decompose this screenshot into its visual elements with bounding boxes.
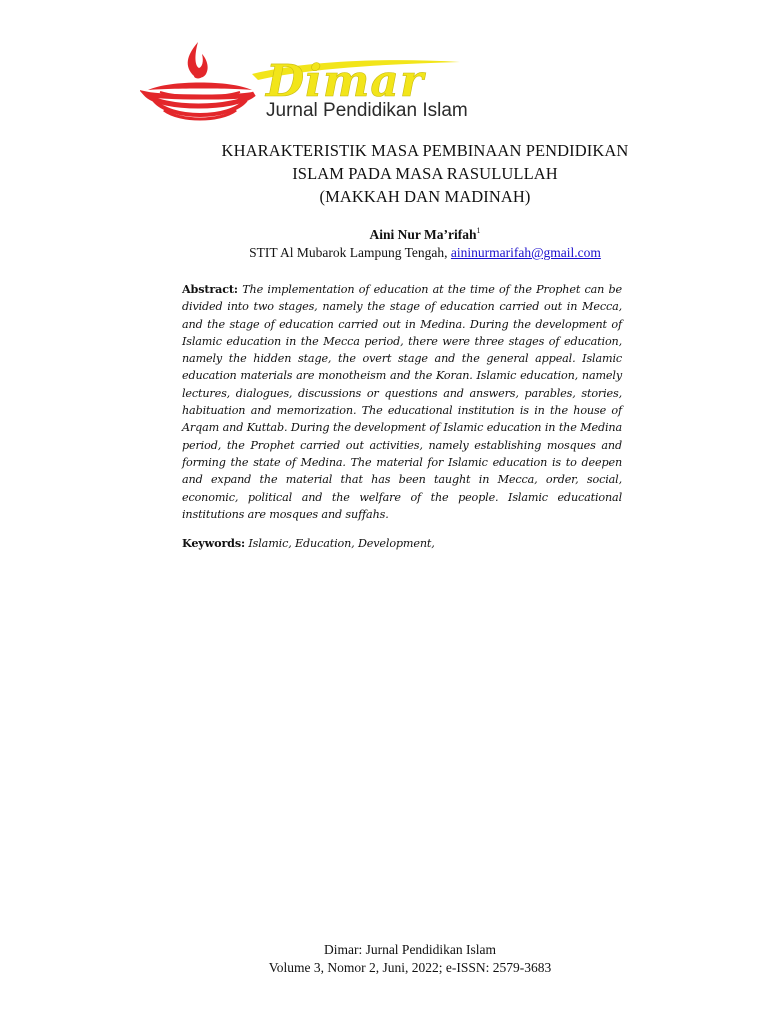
keywords-label: Keywords:: [182, 536, 245, 550]
logo-brand-text: Dimar: [266, 56, 425, 107]
affiliation-institution: STIT Al Mubarok Lampung Tengah,: [249, 245, 448, 260]
page-footer: [150, 941, 670, 977]
author-name: Aini Nur Ma’rifah: [369, 227, 477, 242]
abstract-label: Abstract:: [182, 282, 238, 296]
author-email-link[interactable]: aininurmarifah@gmail.com: [450, 245, 601, 260]
author-superscript: 1: [476, 226, 481, 235]
article-title: [180, 139, 670, 208]
title-line-1: KHARAKTERISTIK MASA PEMBINAAN PENDIDIKAN: [221, 141, 629, 160]
journal-logo: [140, 40, 470, 122]
keywords-line: [182, 535, 622, 552]
logo-subtitle-text: Jurnal Pendidikan Islam: [266, 100, 468, 121]
footer-journal-name: Dimar: Jurnal Pendidikan Islam: [323, 942, 497, 957]
abstract-paragraph: [182, 281, 622, 523]
title-line-2: ISLAM PADA MASA RASULULLAH: [292, 164, 558, 183]
keywords-values: Islamic, Education, Development,: [248, 537, 435, 550]
abstract-text: The implementation of education at the time of the Prophet can be divided into two stages, namely the stage of education carried out in Mecca, and the stage of education carried out in Medina. During the development of Islamic education in the Mecca period, there were three stages of education, namely the hidden stage, the overt stage and the general appeal. Islamic education materials are monotheism and the Koran. Islamic education, namely lectures, dialogues, discussions or questions and answers, parables, stories, habituation and memorization. The educational institution is in the house of Arqam and Kuttab. During the development of Islamic education in the Medina period, the Prophet carried out activities, namely establishing mosques and forming the state of Medina. The material for Islamic education is to deepen and expand the material that has been taught in Mecca, order, social, economic, political and the welfare of the people. Islamic educational institutions are mosques and suffahs.: [182, 283, 623, 521]
oil-lamp-icon: [140, 40, 470, 122]
footer-volume-info: Volume 3, Nomor 2, Juni, 2022; e-ISSN: 2579-3683: [268, 960, 552, 975]
author-line: [180, 226, 670, 243]
affiliation-line: [180, 245, 670, 261]
title-line-3: (MAKKAH DAN MADINAH): [319, 187, 531, 206]
